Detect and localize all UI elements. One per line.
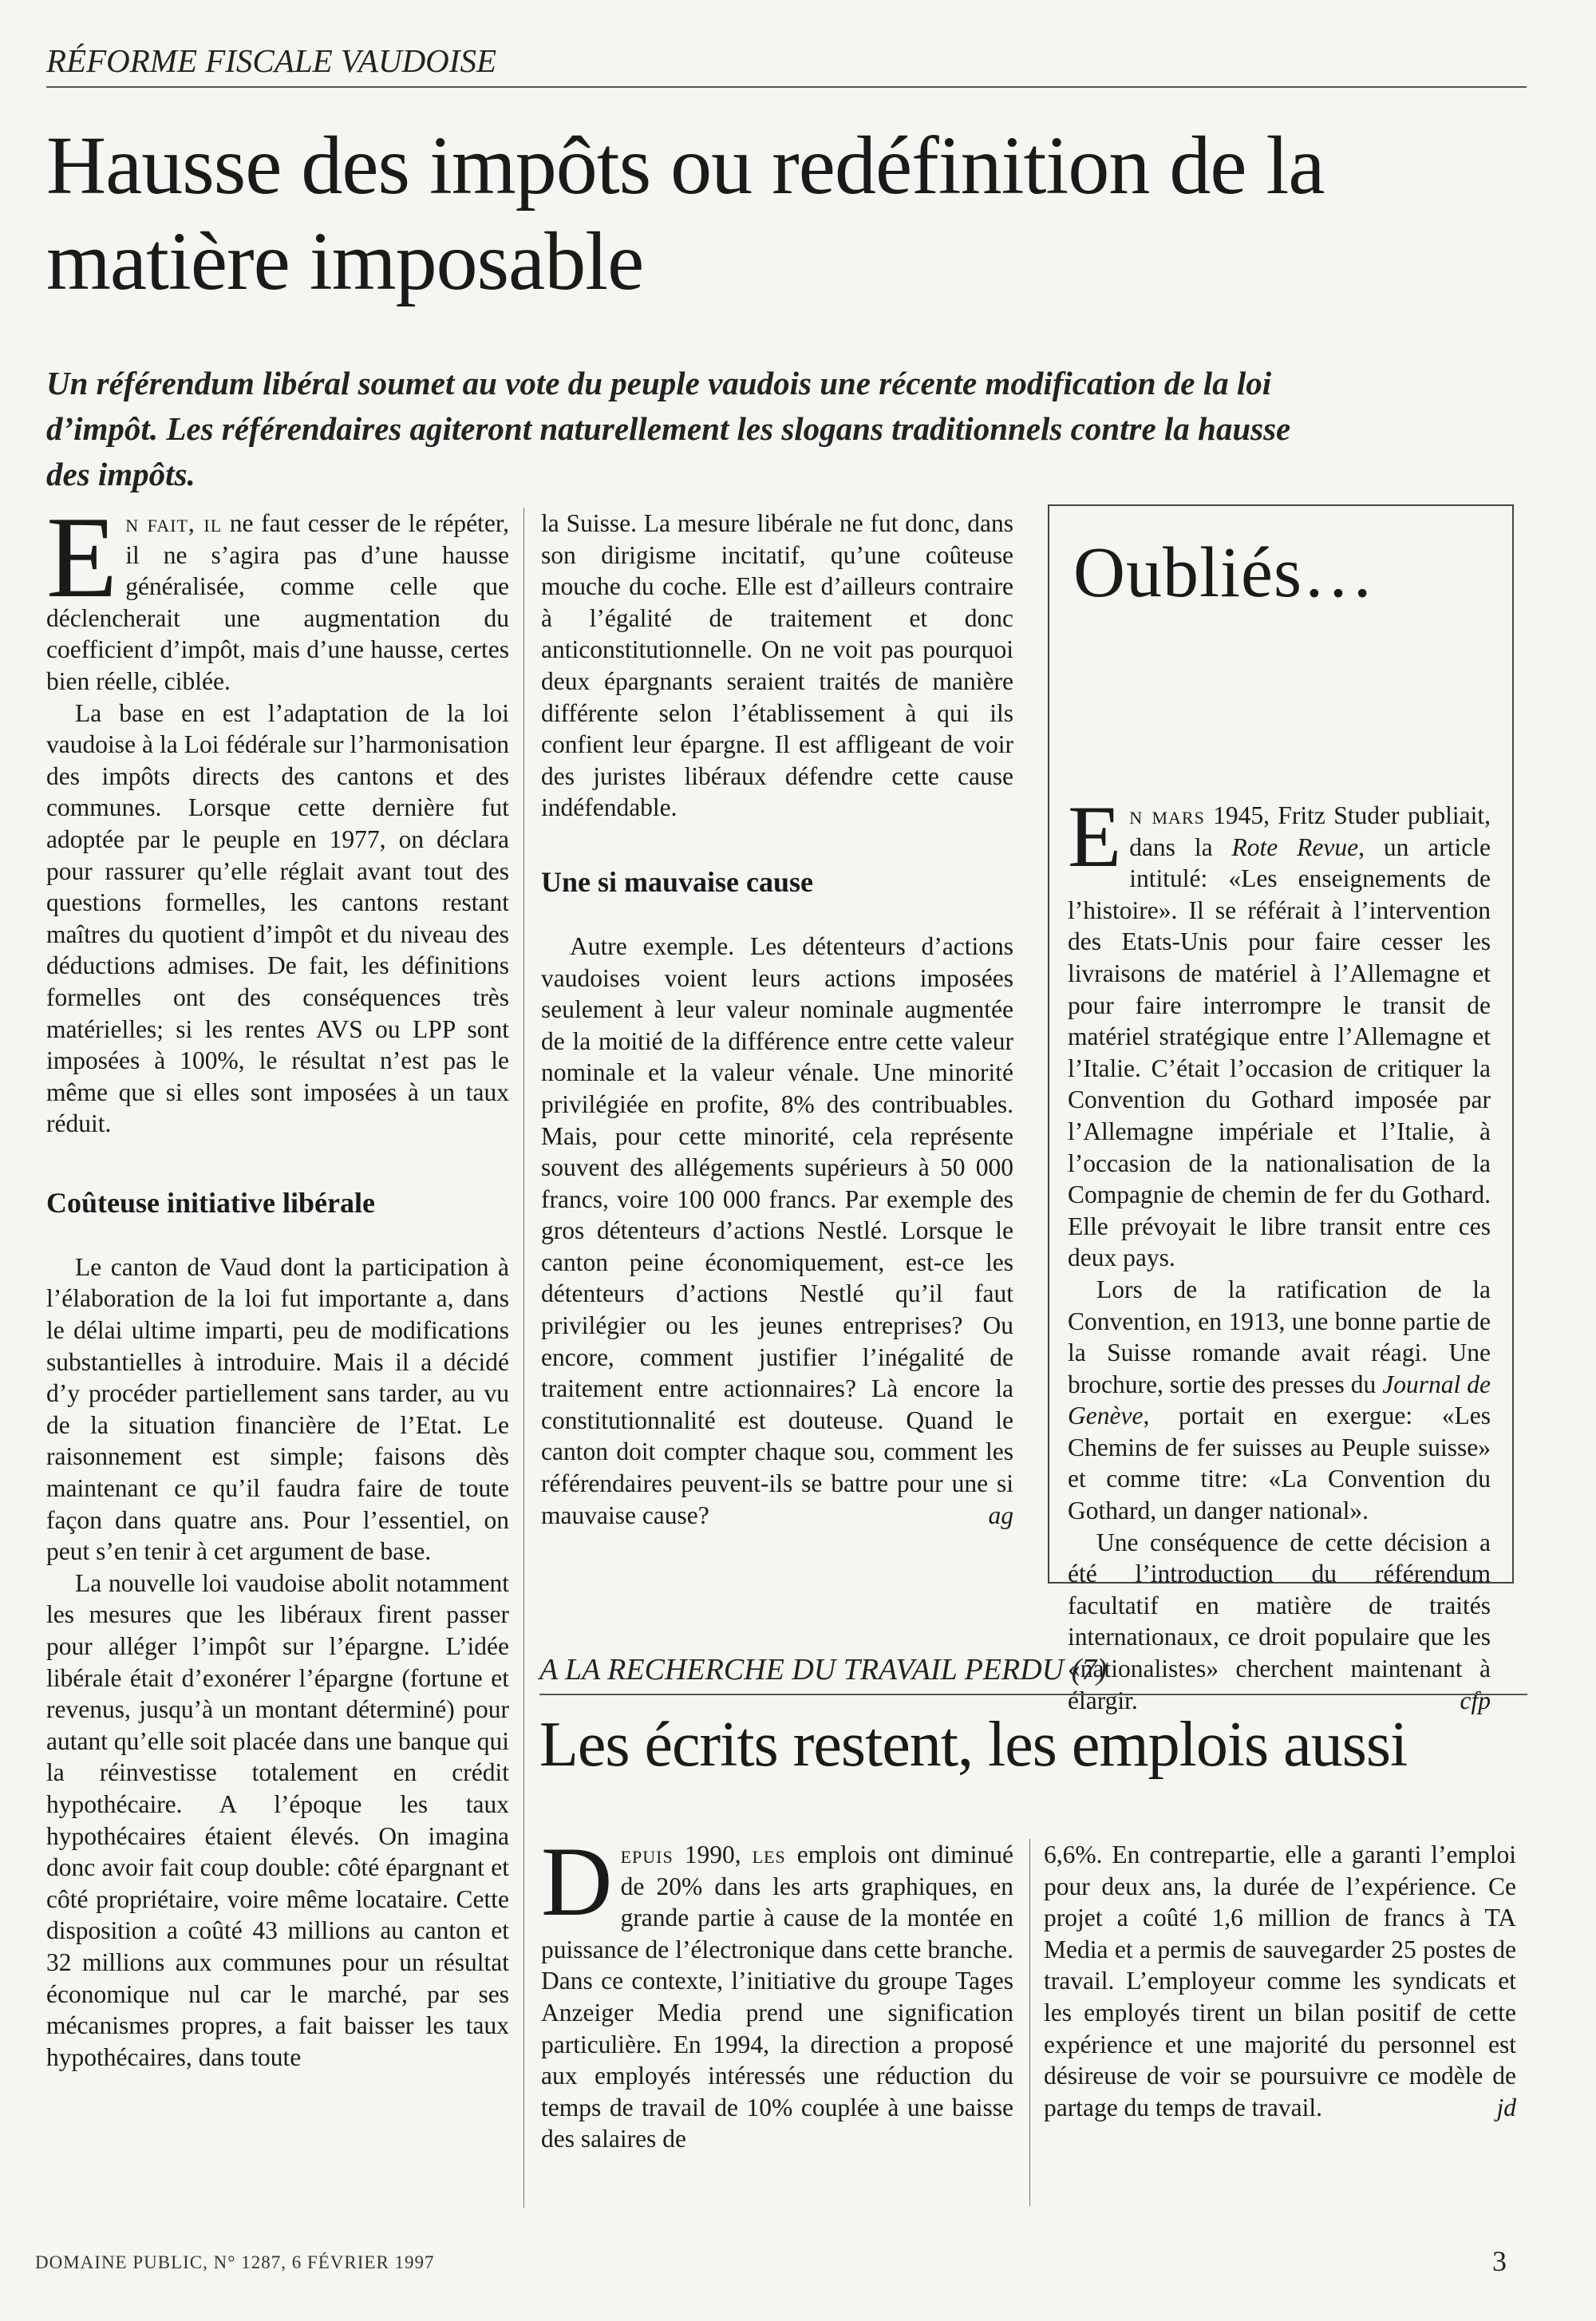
opening-smallcaps: n fait, il bbox=[125, 509, 223, 537]
author-signature: cfp bbox=[1460, 1686, 1491, 1714]
column-divider bbox=[523, 508, 524, 2208]
author-signature: jd bbox=[1496, 2093, 1516, 2121]
paragraph-text: emplois ont diminué de 20% dans les arts graphiques, en grande partie à cause de la montée en puissance de l’électronique dans cette branche. Dans ce contexte, l’initiative du groupe Tages Anzeiger Media prend une signification particulière. En 1994, la direction a proposé aux employés intéressés une réduction du temps de travail de 10% couplée à une baisse des salaires de bbox=[541, 1841, 1013, 2153]
paragraph-text: , portait en exergue: «Les Chemins de fer suisses au Peuple suisse» et comme titre: «La Convention du Gothard, un danger national». bbox=[1068, 1402, 1491, 1525]
lead-paragraph: Un référendum libéral soumet au vote du peuple vaudois une récente modification de la loi d’impôt. Les référendaires agiteront naturellement les slogans traditionnels contre la hausse des impôts. bbox=[46, 365, 1291, 492]
opening-paragraph bbox=[541, 1827, 1013, 2155]
opening-smallcaps: n mars bbox=[1129, 801, 1205, 829]
paragraph-text: 6,6%. En contrepartie, elle a garanti l’emploi pour deux ans, la durée de l’expérience. Ce projet a coûté 1,6 million de francs à TA Media et a permis de sauvegarder 25 postes de travail. L’employeur comme les syndicats et les employés tirent un bilan positif de cette expérience et une majorité du personnel est désireuse de voir se poursuivre ce modèle de partage du temps de travail. bbox=[1044, 1841, 1516, 2121]
publication-name: Journal de Genève bbox=[1068, 1370, 1491, 1430]
column-divider bbox=[1029, 1839, 1030, 2206]
second-article-column-2 bbox=[1044, 1839, 1516, 2123]
sidebar-drop-cap: E bbox=[1068, 788, 1122, 885]
paragraph-text: ne faut cesser de le répéter, il ne s’agira pas d’une hausse généralisée, comme celle que déclencherait une augmentation du coefficient d’impôt, mais d’une hausse, certes bien réelle, ciblée. bbox=[46, 509, 509, 695]
sidebar-opening-paragraph bbox=[1068, 788, 1491, 1274]
second-article-kicker: A LA RECHERCHE DU TRAVAIL PERDU (7) bbox=[539, 1653, 1107, 1686]
paragraph: La base en est l’adaptation de la loi vaudoise à la Loi fédérale sur l’harmonisation des impôts directs des cantons et des communes. Lorsque cette dernière fut adoptée par le peuple en 1977, on déclara pour rassurer qu’elle réglait avant tout des questions formelles, les cantons restant maîtres du quotient d’impôt et du niveau des déductions admises. De fait, les définitions formelles ont des conséquences très matérielles; si les rentes AVS ou LPP sont imposées à 100%, le résultat n’est pas le même que si elles sont imposées à un taux réduit. bbox=[46, 698, 509, 1138]
paragraph-text: 1990, bbox=[673, 1841, 753, 1868]
paragraph bbox=[1068, 1274, 1491, 1527]
paragraph bbox=[1068, 1527, 1491, 1717]
second-article-column-1 bbox=[541, 1827, 1013, 2155]
paragraph-text: Lors de la ratification de la Convention, en 1913, une bonne partie de la Suisse romande avait réagi. Une brochure, sortie des presses du bbox=[1068, 1275, 1491, 1398]
publication-name: Rote Revue bbox=[1231, 832, 1359, 861]
drop-cap: E bbox=[46, 492, 118, 622]
paragraph: La nouvelle loi vaudoise abolit notamment les mesures que les libéraux firent passer pour alléger l’impôt sur l’épargne. L’idée libérale était d’exonérer l’épargne (fortune et revenus, jusqu’à un montant déterminé) pour autant qu’elle soit placée dans une banque qui la réinvestisse totalement en crédit hypothécaire. A l’époque les taux hypothécaires étaient élevés. On imagina donc avoir fait coup double: côté épargnant et côté propriétaire, voire même locataire. Cette disposition a coûté 43 millions au canton et 32 millions aux communes pour un résultat économique nul car le marché, par ses mécanismes propres, a fait baisser les taux hypothécaires, dans toute bbox=[46, 1568, 509, 2071]
section-kicker: RÉFORME FISCALE VAUDOISE bbox=[46, 42, 496, 79]
main-article-column-1 bbox=[46, 492, 509, 2073]
subheading-mauvaise-cause: Une si mauvaise cause bbox=[541, 865, 813, 898]
second-article-headline: Les écrits restent, les emplois aussi bbox=[539, 1710, 1408, 1780]
paragraph-text: , un article intitulé: «Les enseignements de l’histoire». Il se référait à l’intervention des Etats-Unis pour faire cesser les livraisons de matériel à l’Allemagne et pour faire interrompre le transit de matériel stratégique entre l’Allemagne et l’Italie. C’était l’occasion de critiquer la Convention du Gothard imposée par l’Allemagne impériale et l’Italie, à l’occasion de la nationalisation de la Compagnie de chemin de fer du Gothard. Elle prévoyait le libre transit entre ces deux pays. bbox=[1068, 832, 1491, 1272]
opening-paragraph bbox=[46, 492, 509, 698]
paragraph bbox=[541, 931, 1013, 1531]
paragraph bbox=[1044, 1839, 1516, 2123]
main-headline: Hausse des impôts ou redéfinition de la matière imposable bbox=[46, 120, 1325, 307]
author-signature: ag bbox=[988, 1501, 1013, 1529]
drop-cap: D bbox=[541, 1827, 613, 1936]
sidebar-title: Oubliés… bbox=[1073, 533, 1375, 612]
second-kicker-rule bbox=[539, 1694, 1527, 1695]
paragraph-text: Une conséquence de cette décision a été l’introduction du référendum facultatif en matière de traités internationaux, ce droit populaire que les «nationalistes» cherchent maintenant à élargir. bbox=[1068, 1528, 1491, 1714]
sidebar-text bbox=[1068, 788, 1491, 1716]
main-article-column-2 bbox=[541, 508, 1013, 1531]
paragraph: la Suisse. La mesure libérale ne fut donc, dans son dirigisme incitatif, qu’une coûteuse mouche du coche. Elle est d’ailleurs contraire à l’égalité de traitement et donc anticonstitutionnelle. On ne voit pas pourquoi deux épargnants seraient traités de manière différente selon l’établissement à qui ils confient leur épargne. Il est affligeant de voir des juristes libéraux défendre cette cause indéfendable. bbox=[541, 509, 1013, 822]
kicker-rule bbox=[46, 86, 1527, 88]
paragraph-text: 1945, Fritz Studer publiait, dans la bbox=[1129, 801, 1491, 861]
paragraph: Le canton de Vaud dont la participation à l’élaboration de la loi fut importante a, dans le délai ultime imparti, peu de modifications substantielles à introduire. Mais il a décidé d’y procéder partiellement sans tarder, au vu de la situation financière de l’Etat. Le raisonnement est simple; faisons dès maintenant ce qu’il faudra faire de toute façon dans quatre ans. Pour l’essentiel, on peut s’en tenir à cet argument de base. bbox=[46, 1252, 509, 1566]
publication-footer: DOMAINE PUBLIC, N° 1287, 6 FÉVRIER 1997 bbox=[35, 2252, 435, 2272]
smallcaps-word: les bbox=[752, 1841, 786, 1868]
page-number: 3 bbox=[1492, 2245, 1507, 2277]
subheading-couteuse-initiative: Coûteuse initiative libérale bbox=[46, 1186, 375, 1219]
paragraph-text: Autre exemple. Les détenteurs d’actions vaudoises voient leurs actions imposées seulement à leur valeur nominale augmentée de la moitié de la différence entre cette valeur nominale et la valeur vénale. Une minorité privilégiée en profite, 8% des contribuables. Mais, pour cette minorité, cela représente souvent des allégements supérieurs à 50 000 francs, voire 100 000 francs. Par exemple des gros détenteurs d’actions Nestlé. Lorsque le canton peine économiquement, est-ce les détenteurs d’actions Nestlé qu’il faut privilégier ou les jeunes entreprises? Ou encore, comment justifier l’inégalité de traitement entre actionnaires? Là encore la constitutionnalité est douteuse. Quand le canton doit compter chaque sou, comment les référendaires peuvent-ils se battre pour une si mauvaise cause? bbox=[541, 931, 1013, 1529]
opening-smallcaps: epuis bbox=[620, 1841, 674, 1868]
